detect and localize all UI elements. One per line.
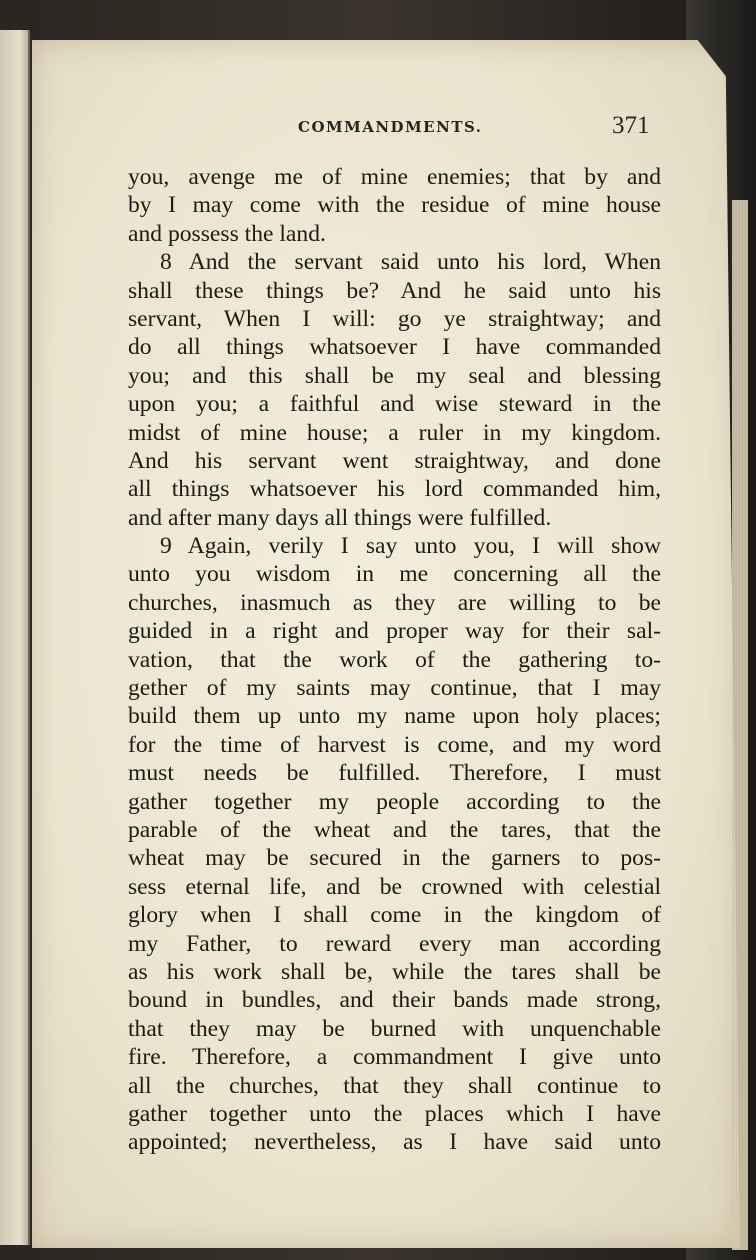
- text-line: all the churches, that they shall continue to: [128, 1072, 661, 1099]
- page-number: 371: [612, 112, 650, 139]
- text-line: gether of my saints may continue, that I may: [128, 675, 661, 702]
- text-line: all things whatsoever his lord commanded him,: [128, 476, 661, 503]
- page-text: [128, 163, 661, 1157]
- text-line: must needs be fulfilled. Therefore, I must: [128, 760, 661, 787]
- text-line: by I may come with the residue of mine house: [128, 192, 661, 219]
- text-line: as his work shall be, while the tares shall be: [128, 958, 661, 985]
- text-line: for the time of harvest is come, and my word: [128, 731, 661, 758]
- page-stack-edge: [732, 200, 748, 1250]
- running-title: COMMANDMENTS.: [298, 118, 483, 136]
- text-line: wheat may be secured in the garners to pos-: [128, 845, 661, 872]
- text-line: gather together my people according to the: [128, 788, 661, 815]
- running-head: [0, 114, 756, 144]
- text-line: sess eternal life, and be crowned with celestial: [128, 873, 661, 900]
- text-line: 9 Again, verily I say unto you, I will show: [160, 533, 661, 560]
- text-line: you, avenge me of mine enemies; that by and: [128, 164, 661, 190]
- text-line: shall these things be? And he said unto his: [128, 277, 661, 304]
- text-line: my Father, to reward every man according: [128, 930, 661, 957]
- facing-page-edge: [0, 30, 30, 1245]
- text-line: fire. Therefore, a commandment I give unto: [128, 1044, 661, 1071]
- text-line: upon you; a faithful and wise steward in the: [128, 391, 661, 418]
- text-line: 8 And the servant said unto his lord, When: [160, 249, 661, 276]
- text-line: guided in a right and proper way for their sal-: [128, 618, 661, 645]
- text-line: churches, inasmuch as they are willing to be: [128, 589, 661, 616]
- text-line: and possess the land.: [128, 220, 326, 247]
- text-line: vation, that the work of the gathering to-: [128, 646, 661, 673]
- text-line: unto you wisdom in me concerning all the: [128, 561, 661, 588]
- text-line: bound in bundles, and their bands made strong,: [128, 987, 661, 1014]
- text-line: appointed; nevertheless, as I have said unto: [128, 1129, 661, 1156]
- text-line: glory when I shall come in the kingdom of: [128, 902, 661, 929]
- text-line: parable of the wheat and the tares, that the: [128, 816, 661, 843]
- text-line: and after many days all things were fulfilled.: [128, 504, 552, 531]
- text-line: do all things whatsoever I have commanded: [128, 334, 661, 361]
- text-line: that they may be burned with unquenchable: [128, 1015, 661, 1042]
- text-line: gather together unto the places which I have: [128, 1100, 661, 1127]
- text-line: you; and this shall be my seal and blessing: [128, 362, 661, 389]
- text-line: servant, When I will: go ye straightway; and: [128, 305, 661, 332]
- text-line: And his servant went straightway, and done: [128, 447, 661, 474]
- text-line: build them up unto my name upon holy places;: [128, 703, 661, 730]
- text-line: midst of mine house; a ruler in my kingdom.: [128, 419, 661, 446]
